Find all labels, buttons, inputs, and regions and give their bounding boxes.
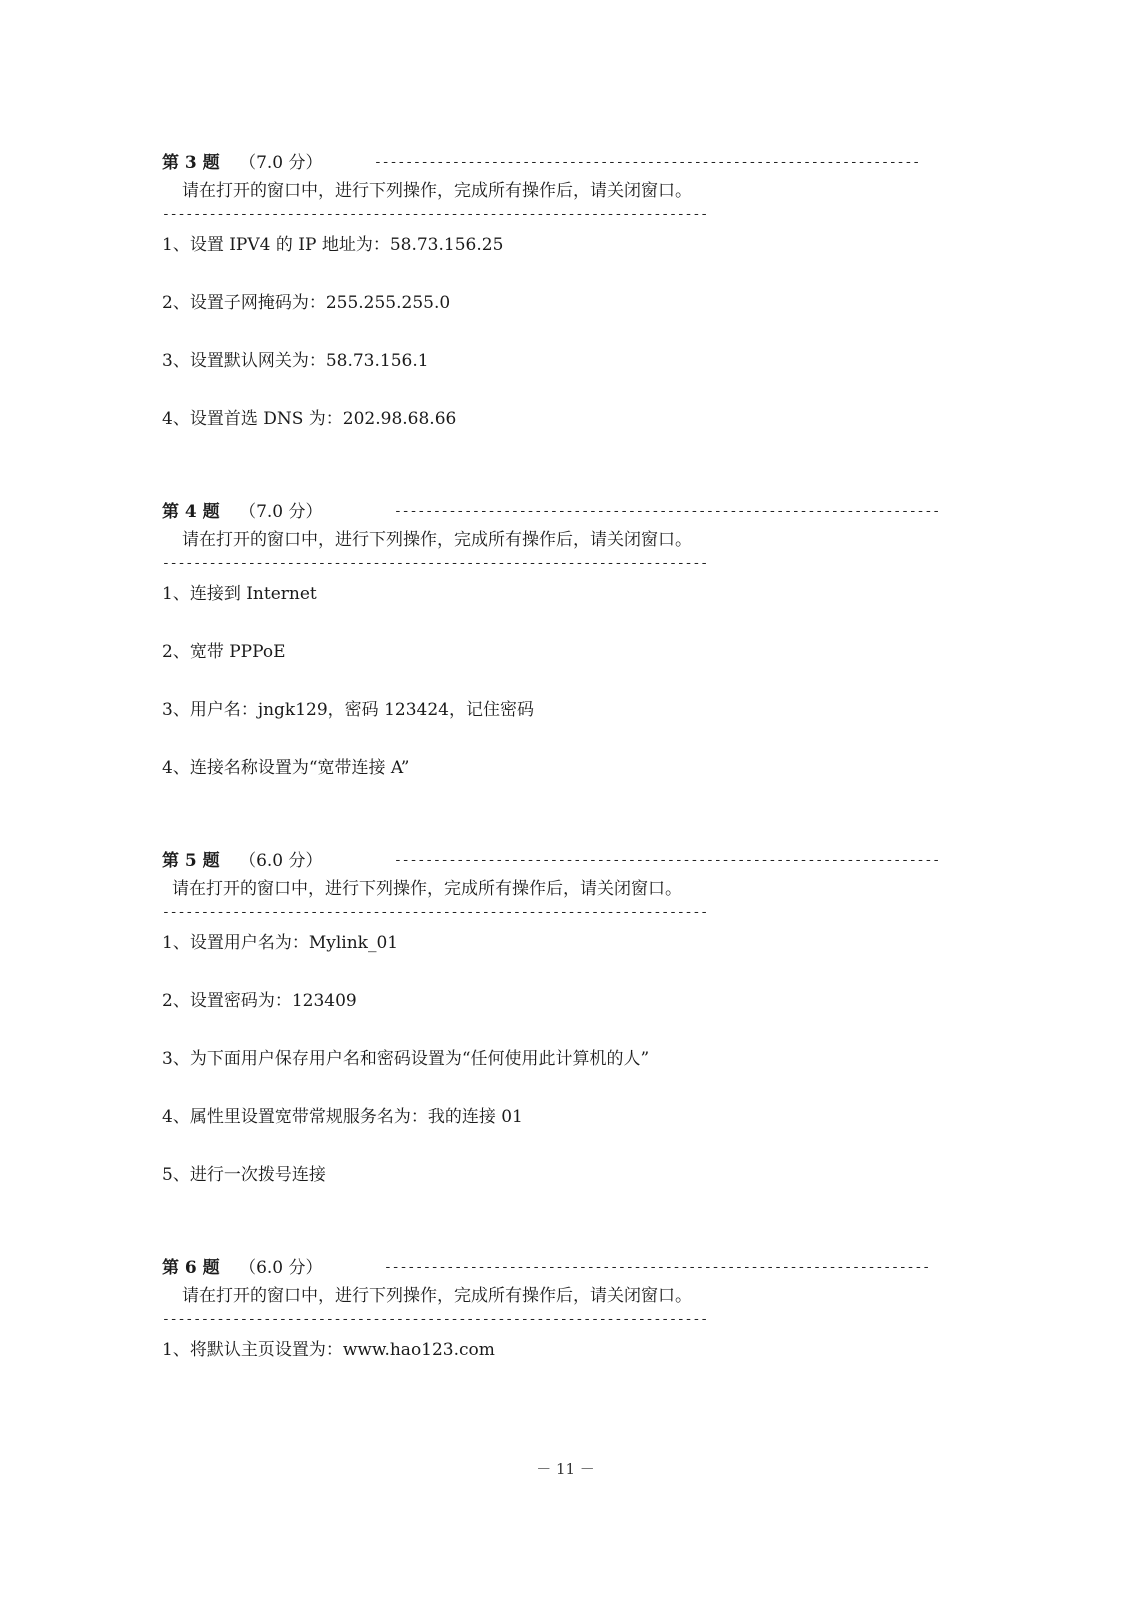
question-item-list: [162, 232, 1022, 464]
question-score: （6.0 分）: [239, 851, 323, 871]
question-item: 4、属性里设置宽带常规服务名为：我的连接 01: [162, 1107, 523, 1127]
question-score: （7.0 分）: [239, 153, 323, 173]
question-header: [162, 846, 1022, 876]
question-3: [162, 148, 1022, 464]
question-score: （7.0 分）: [239, 502, 323, 522]
question-item-list: [162, 581, 1022, 813]
separator-dashes: ----------------------------------------------------------------------: [162, 556, 709, 571]
separator-dashes: ----------------------------------------------------------------------: [384, 1260, 931, 1275]
question-item: 3、用户名：jngk129，密码 123424，记住密码: [162, 700, 534, 720]
question-instruction: 请在打开的窗口中，进行下列操作，完成所有操作后，请关闭窗口。: [172, 879, 682, 899]
question-title: 第 3 题: [162, 153, 220, 173]
question-item: 1、连接到 Internet: [162, 584, 317, 604]
question-item: 2、设置密码为：123409: [162, 991, 357, 1011]
question-header: [162, 1253, 1022, 1283]
question-item: 1、设置用户名为：Mylink_01: [162, 933, 399, 953]
question-item-list: [162, 1337, 1022, 1395]
question-title: 第 5 题: [162, 851, 220, 871]
question-item: 1、设置 IPV4 的 IP 地址为：58.73.156.25: [162, 235, 504, 255]
question-title: 第 6 题: [162, 1258, 220, 1278]
question-instruction: 请在打开的窗口中，进行下列操作，完成所有操作后，请关闭窗口。: [182, 181, 692, 201]
question-item: 5、进行一次拨号连接: [162, 1165, 326, 1185]
question-header: [162, 148, 1022, 178]
question-score: （6.0 分）: [239, 1258, 323, 1278]
question-instruction: 请在打开的窗口中，进行下列操作，完成所有操作后，请关闭窗口。: [182, 530, 692, 550]
question-6: [162, 1253, 1022, 1395]
question-header: [162, 497, 1022, 527]
question-item: 2、设置子网掩码为：255.255.255.0: [162, 293, 451, 313]
question-item: 3、设置默认网关为：58.73.156.1: [162, 351, 429, 371]
question-item: 4、设置首选 DNS 为：202.98.68.66: [162, 409, 457, 429]
separator-dashes: ----------------------------------------------------------------------: [394, 504, 941, 519]
question-item: 4、连接名称设置为“宽带连接 A”: [162, 758, 410, 778]
separator-dashes: ----------------------------------------------------------------------: [394, 853, 941, 868]
page-number: － 11 －: [536, 1460, 595, 1478]
separator-dashes: ----------------------------------------------------------------------: [162, 207, 709, 222]
question-instruction: 请在打开的窗口中，进行下列操作，完成所有操作后，请关闭窗口。: [182, 1286, 692, 1306]
question-4: [162, 497, 1022, 813]
separator-dashes: ----------------------------------------------------------------------: [374, 155, 921, 170]
question-item: 2、宽带 PPPoE: [162, 642, 286, 662]
question-item: 1、将默认主页设置为：www.hao123.com: [162, 1340, 495, 1360]
question-5: [162, 846, 1022, 1220]
separator-dashes: ----------------------------------------------------------------------: [162, 1312, 709, 1327]
question-title: 第 4 题: [162, 502, 220, 522]
question-item: 3、为下面用户保存用户名和密码设置为“任何使用此计算机的人”: [162, 1049, 650, 1069]
separator-dashes: ----------------------------------------------------------------------: [162, 905, 709, 920]
question-item-list: [162, 930, 1022, 1220]
